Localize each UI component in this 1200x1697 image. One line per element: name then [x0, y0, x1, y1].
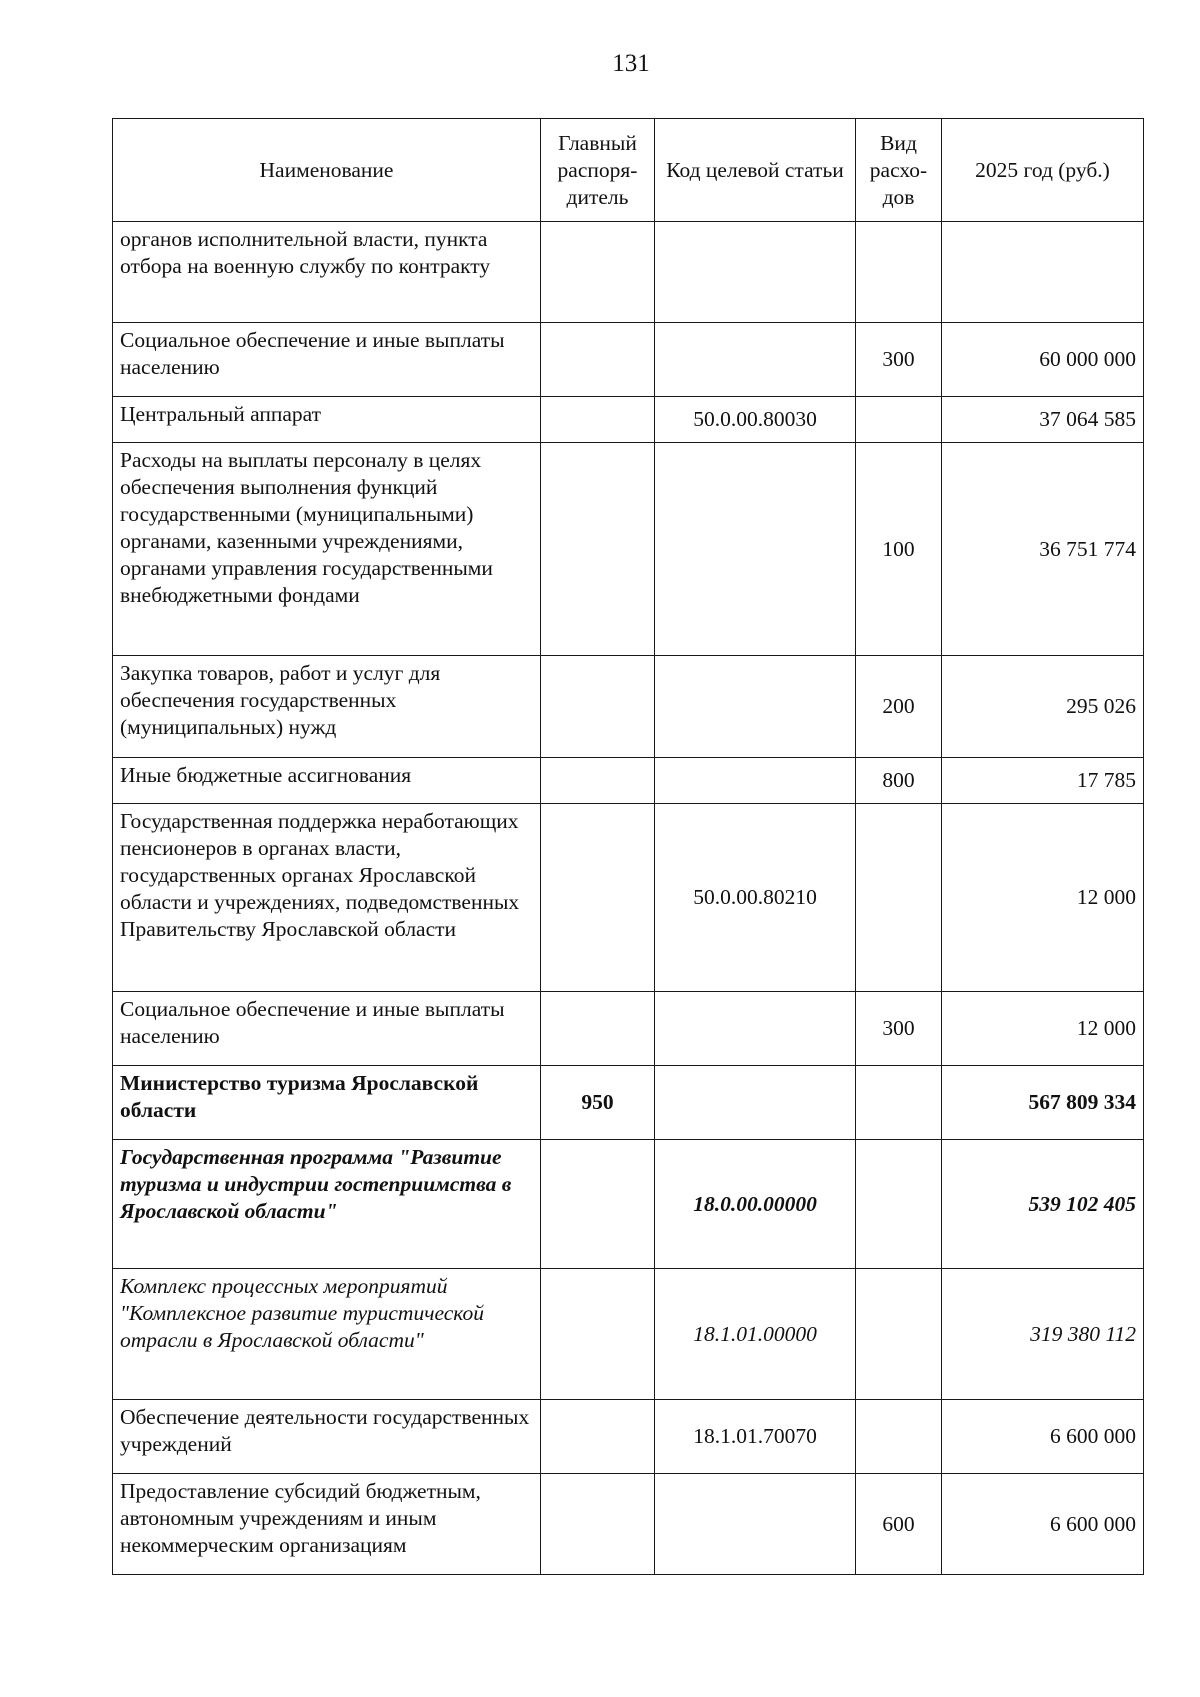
row-name: Закупка товаров, работ и услуг для обеспечения государственных (муниципальных) нужд	[113, 656, 541, 758]
row-name: Обеспечение деятельности государственных учреждений	[113, 1400, 541, 1474]
row-name: Центральный аппарат	[113, 397, 541, 443]
table-row	[113, 804, 1144, 992]
row-code	[655, 656, 856, 758]
row-kind: 100	[856, 443, 942, 656]
row-name: Государственная поддержка неработающих пенсионеров в органах власти, государственных органах Ярославской области и учреждениях, подведомственных Правительству Ярославской области	[113, 804, 541, 992]
table-row	[113, 222, 1144, 323]
row-amount: 12 000	[942, 804, 1144, 992]
row-chief	[541, 758, 655, 804]
header-name: Наименование	[113, 119, 541, 222]
row-amount: 6 600 000	[942, 1474, 1144, 1575]
row-amount: 295 026	[942, 656, 1144, 758]
row-name: Социальное обеспечение и иные выплаты населению	[113, 992, 541, 1066]
header-kind: Вид расхо-дов	[856, 119, 942, 222]
row-amount: 12 000	[942, 992, 1144, 1066]
header-year: 2025 год (руб.)	[942, 119, 1144, 222]
row-kind: 600	[856, 1474, 942, 1575]
row-kind	[856, 1269, 942, 1400]
row-name: Государственная программа "Развитие туризма и индустрии гостеприимства в Ярославской области"	[113, 1140, 541, 1269]
row-chief	[541, 992, 655, 1066]
row-chief	[541, 443, 655, 656]
row-code: 50.0.00.80030	[655, 397, 856, 443]
row-kind	[856, 1400, 942, 1474]
row-amount: 37 064 585	[942, 397, 1144, 443]
table-row	[113, 1474, 1144, 1575]
row-amount: 36 751 774	[942, 443, 1144, 656]
table-row	[113, 758, 1144, 804]
row-amount: 567 809 334	[942, 1066, 1144, 1140]
header-row	[113, 119, 1144, 222]
row-kind: 800	[856, 758, 942, 804]
row-chief	[541, 222, 655, 323]
row-code	[655, 1474, 856, 1575]
row-code: 50.0.00.80210	[655, 804, 856, 992]
row-kind: 200	[856, 656, 942, 758]
row-amount: 60 000 000	[942, 323, 1144, 397]
row-code	[655, 992, 856, 1066]
row-chief	[541, 656, 655, 758]
row-name: Расходы на выплаты персоналу в целях обеспечения выполнения функций государственными (муниципальными) органами, казенными учреждениями, органами управления государственными внебюджетными фондами	[113, 443, 541, 656]
row-chief	[541, 1474, 655, 1575]
row-name: Комплекс процессных мероприятий "Комплексное развитие туристической отрасли в Ярославской области"	[113, 1269, 541, 1400]
row-chief	[541, 804, 655, 992]
row-amount	[942, 222, 1144, 323]
row-chief	[541, 1400, 655, 1474]
row-kind	[856, 397, 942, 443]
row-code: 18.1.01.70070	[655, 1400, 856, 1474]
row-chief	[541, 323, 655, 397]
table-row	[113, 992, 1144, 1066]
row-chief: 950	[541, 1066, 655, 1140]
row-name: Предоставление субсидий бюджетным, автономным учреждениям и иным некоммерческим организациям	[113, 1474, 541, 1575]
table-row	[113, 443, 1144, 656]
row-chief	[541, 1269, 655, 1400]
row-kind	[856, 222, 942, 323]
row-amount: 17 785	[942, 758, 1144, 804]
row-name: Социальное обеспечение и иные выплаты населению	[113, 323, 541, 397]
header-chief: Главный распоря-дитель	[541, 119, 655, 222]
budget-table	[112, 118, 1144, 1575]
row-name: Иные бюджетные ассигнования	[113, 758, 541, 804]
table-row	[113, 1400, 1144, 1474]
table-row-program	[113, 1140, 1144, 1269]
row-kind	[856, 804, 942, 992]
table-row-complex	[113, 1269, 1144, 1400]
row-chief	[541, 397, 655, 443]
row-kind	[856, 1066, 942, 1140]
row-kind: 300	[856, 323, 942, 397]
table-row	[113, 397, 1144, 443]
table-row-ministry	[113, 1066, 1144, 1140]
row-code	[655, 443, 856, 656]
row-amount: 6 600 000	[942, 1400, 1144, 1474]
row-name: органов исполнительной власти, пункта отбора на военную службу по контракту	[113, 222, 541, 323]
page-number: 131	[612, 50, 650, 77]
header-code: Код целевой статьи	[655, 119, 856, 222]
table-row	[113, 656, 1144, 758]
row-kind	[856, 1140, 942, 1269]
row-name: Министерство туризма Ярославской области	[113, 1066, 541, 1140]
row-chief	[541, 1140, 655, 1269]
row-code	[655, 1066, 856, 1140]
row-code	[655, 323, 856, 397]
row-code: 18.0.00.00000	[655, 1140, 856, 1269]
row-code: 18.1.01.00000	[655, 1269, 856, 1400]
row-code	[655, 758, 856, 804]
row-amount: 539 102 405	[942, 1140, 1144, 1269]
row-amount: 319 380 112	[942, 1269, 1144, 1400]
row-kind: 300	[856, 992, 942, 1066]
row-code	[655, 222, 856, 323]
table-row	[113, 323, 1144, 397]
